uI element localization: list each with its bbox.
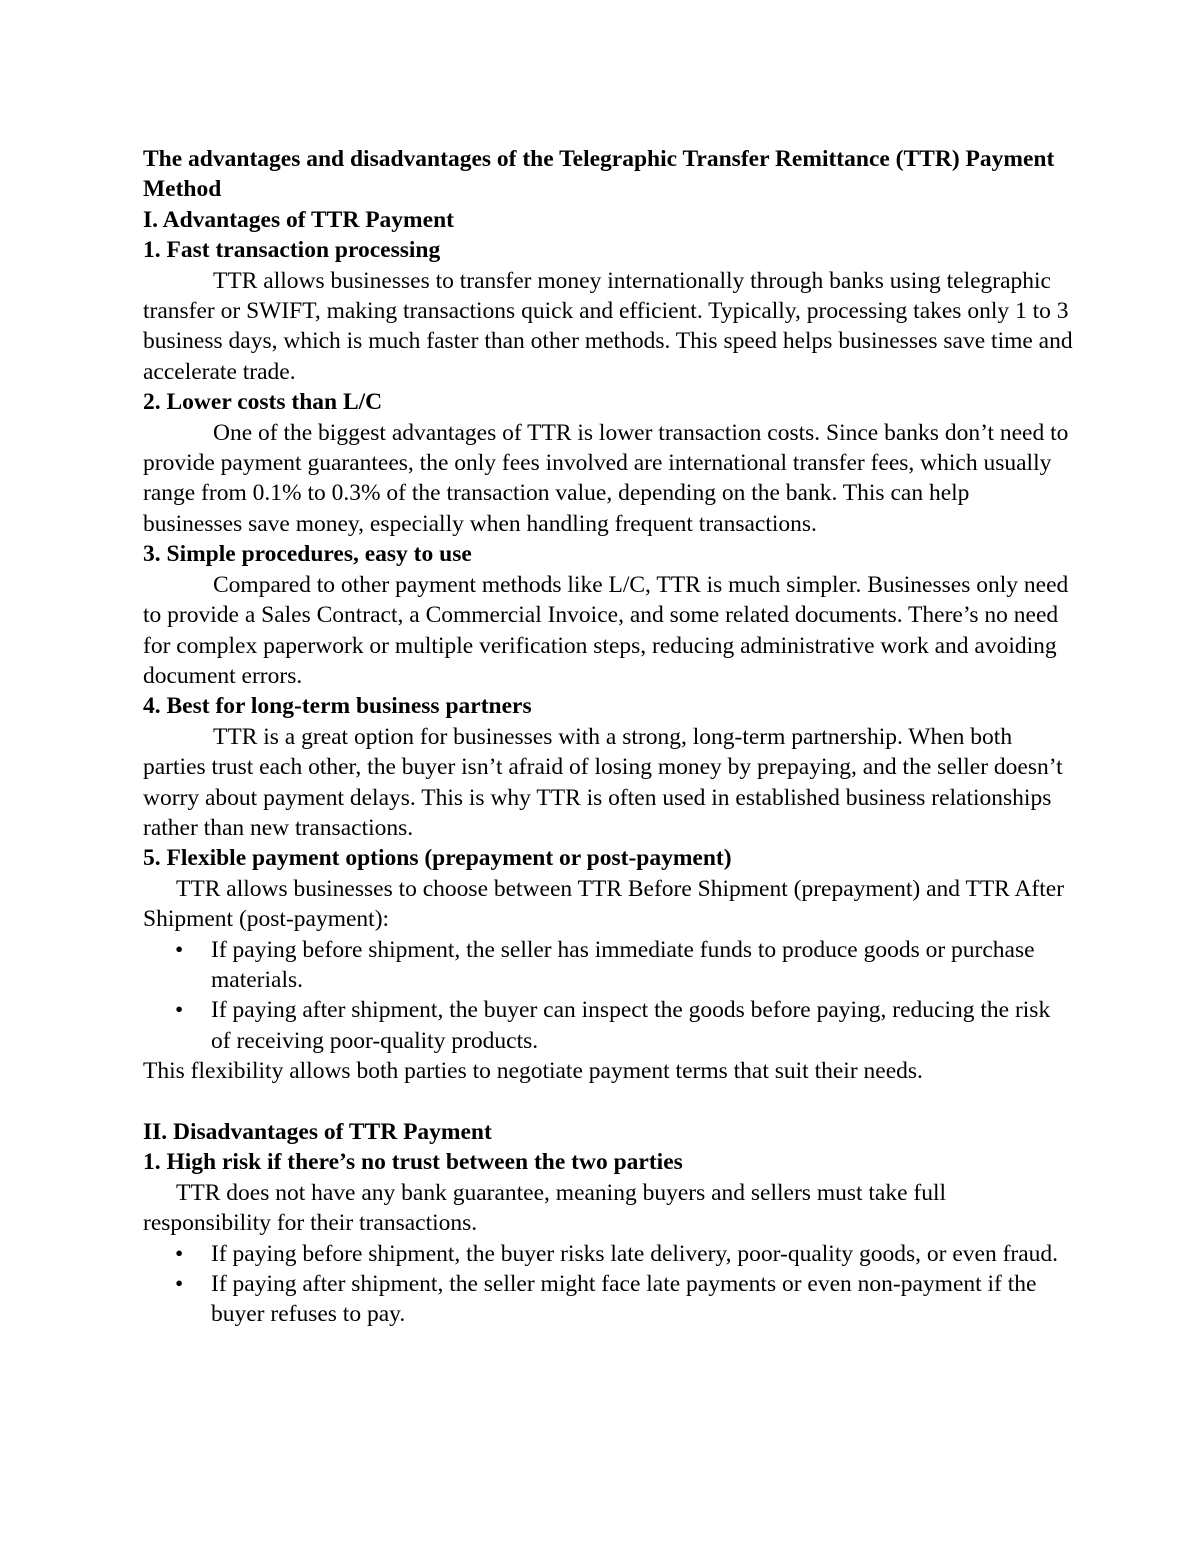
bullet-text: If paying after shipment, the seller might face late payments or even non-payment if the buyer refuses to pay.	[211, 1271, 1037, 1328]
section-spacer	[143, 1087, 1073, 1117]
list-item	[175, 935, 1073, 996]
disadvantage-heading-1: 1. High risk if there’s no trust between the two parties	[143, 1149, 683, 1176]
bullet-text: If paying before shipment, the seller has immediate funds to produce goods or purchase materials.	[211, 936, 1035, 993]
advantage-5-bullet-list	[143, 935, 1073, 1057]
list-item	[175, 1239, 1073, 1269]
advantage-heading-5: 5. Flexible payment options (prepayment or post-payment)	[143, 845, 732, 872]
section-heading-disadvantages: II. Disadvantages of TTR Payment	[143, 1118, 492, 1145]
bullet-icon: •	[175, 1271, 184, 1298]
advantage-5-closing: This flexibility allows both parties to negotiate payment terms that suit their needs.	[143, 1058, 923, 1085]
advantage-heading-1: 1. Fast transaction processing	[143, 237, 441, 264]
disadvantage-body-1: TTR does not have any bank guarantee, meaning buyers and sellers must take full responsibility for their transactions.	[143, 1179, 947, 1237]
advantage-heading-2: 2. Lower costs than L/C	[143, 389, 383, 416]
bullet-text: If paying after shipment, the buyer can inspect the goods before paying, reducing the risk of receiving poor-quality products.	[211, 997, 1051, 1054]
bullet-text: If paying before shipment, the buyer risks late delivery, poor-quality goods, or even fraud.	[211, 1240, 1059, 1267]
advantage-body-1: TTR allows businesses to transfer money internationally through banks using telegraphic transfer or SWIFT, making transactions quick and efficient. Typically, processing takes only 1 to 3 business days, which is much faster than other methods. This speed helps businesses save time and accelerate trade.	[143, 267, 1073, 385]
bullet-icon: •	[175, 1240, 184, 1267]
list-item	[175, 995, 1073, 1056]
advantage-heading-4: 4. Best for long-term business partners	[143, 693, 532, 720]
bullet-icon: •	[175, 936, 184, 963]
advantage-body-3: Compared to other payment methods like L/C, TTR is much simpler. Businesses only need to provide a Sales Contract, a Commercial Invoice, and some related documents. There’s no need for complex paperwork or multiple verification steps, reducing administrative work and avoiding document errors.	[143, 571, 1069, 689]
advantage-body-2: One of the biggest advantages of TTR is lower transaction costs. Since banks don’t need to provide payment guarantees, the only fees involved are international transfer fees, which usually range from 0.1% to 0.3% of the transaction value, depending on the bank. This can help businesses save money, especially when handling frequent transactions.	[143, 419, 1069, 537]
advantage-body-4: TTR is a great option for businesses with a strong, long-term partnership. When both parties trust each other, the buyer isn’t afraid of losing money by prepaying, and the seller doesn’t worry about payment delays. This is why TTR is often used in established business relationships rather than new transactions.	[143, 723, 1063, 841]
document-title: The advantages and disadvantages of the Telegraphic Transfer Remittance (TTR) Payment Method	[143, 146, 1055, 203]
section-heading-advantages: I. Advantages of TTR Payment	[143, 206, 454, 233]
bullet-icon: •	[175, 997, 184, 1024]
document-content	[143, 144, 1073, 1330]
list-item	[175, 1269, 1073, 1330]
advantage-body-5: TTR allows businesses to choose between TTR Before Shipment (prepayment) and TTR After Shipment (post-payment):	[143, 875, 1065, 933]
disadvantage-1-bullet-list	[143, 1239, 1073, 1330]
advantage-heading-3: 3. Simple procedures, easy to use	[143, 541, 472, 568]
